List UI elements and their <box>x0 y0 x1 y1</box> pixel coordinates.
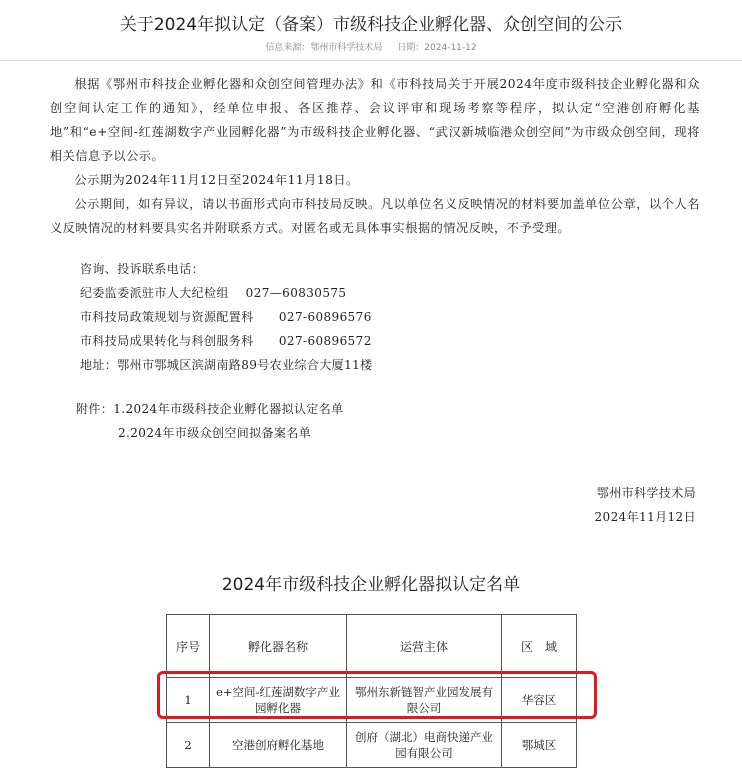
source-info <box>265 43 382 53</box>
header-name: 孵化器名称 <box>210 615 347 678</box>
highlight-box <box>157 671 597 719</box>
header-no: 序号 <box>167 615 210 678</box>
signature-org: 鄂州市科学技术局 <box>596 486 696 500</box>
header-region: 区 域 <box>502 615 577 678</box>
source-label: 信息来源： <box>265 43 311 53</box>
contact-line: 市科技局成果转化与科创服务科 027-60896572 <box>80 334 372 348</box>
contact-heading: 咨询、投诉联系电话： <box>80 262 205 276</box>
cell-no: 2 <box>167 723 210 768</box>
table-row <box>167 723 577 768</box>
cell-operator: 鄂州东新链智产业园发展有限公司 <box>347 678 502 723</box>
cell-operator: 创府（湖北）电商快递产业园有限公司 <box>347 723 502 768</box>
date-info <box>397 43 476 53</box>
header-divider <box>0 60 742 61</box>
paragraph-period: 公示期为2024年11月12日至2024年11月18日。 <box>74 173 359 187</box>
meta-info <box>0 40 742 53</box>
paragraph-intro: 根据《鄂州市科技企业孵化器和众创空间管理办法》和《市科技局关于开展2024年度市级科技企业孵化器和众创空间认定工作的通知》，经单位申报、各区推荐、会议评审和现场考察等程序，拟认定“空港创府孵化基地”和“e+空间-红莲湖数字产业园孵化器”为市级科技企业孵化器、“武汉新城临港众创空间”为市级众创空间，现将相关信息予以公示。 <box>50 77 700 163</box>
article-body <box>50 72 700 240</box>
cell-region: 华容区 <box>502 678 577 723</box>
attachment-2[interactable]: 2.2024年市级众创空间拟备案名单 <box>118 426 312 440</box>
date-value: 2024-11-12 <box>424 43 477 53</box>
header-operator: 运营主体 <box>347 615 502 678</box>
attachment-1[interactable]: 附件：1.2024年市级科技企业孵化器拟认定名单 <box>76 402 344 416</box>
signature-date: 2024年11月12日 <box>594 510 696 524</box>
cell-region: 鄂城区 <box>502 723 577 768</box>
contact-line: 市科技局政策规划与资源配置科 027-60896576 <box>80 310 372 324</box>
page-title: 关于2024年拟认定（备案）市级科技企业孵化器、众创空间的公示 <box>119 15 623 35</box>
cell-name: 空港创府孵化基地 <box>210 723 347 768</box>
table-title: 2024年市级科技企业孵化器拟认定名单 <box>221 575 521 595</box>
address-line: 地址：鄂州市鄂城区滨湖南路89号农业综合大厦11楼 <box>80 358 373 372</box>
source-value: 鄂州市科学技术局 <box>310 43 383 53</box>
cell-name: e+空间-红莲湖数字产业园孵化器 <box>210 678 347 723</box>
contact-line: 纪委监委派驻市人大纪检组 027—60830575 <box>80 286 347 300</box>
date-label: 日期： <box>397 43 425 53</box>
paragraph-objection: 公示期间，如有异议，请以书面形式向市科技局反映。凡以单位名义反映情况的材料要加盖单位公章，以个人名义反映情况的材料要具实名并附联系方式。对匿名或无具体事实根据的情况反映，不予受理。 <box>50 197 700 235</box>
table-header-row <box>167 615 577 678</box>
cell-no: 1 <box>167 678 210 723</box>
